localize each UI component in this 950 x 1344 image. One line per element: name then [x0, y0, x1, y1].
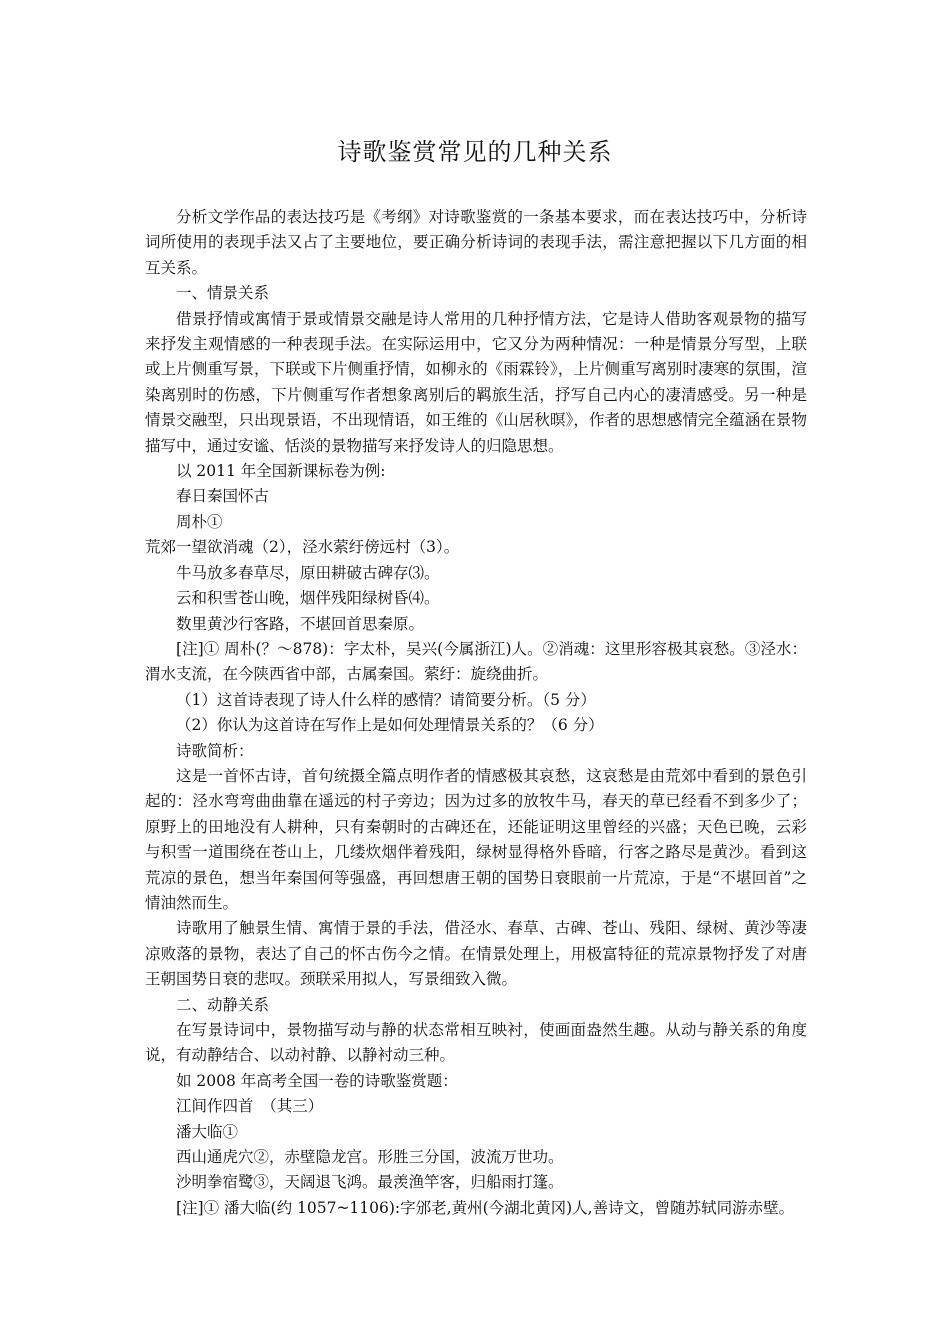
poem-author: 周朴① [176, 512, 223, 531]
body-paragraph: 借景抒情或寓情于景或情景交融是诗人常用的几种抒情方法，它是诗人借助客观景物的描写来抒发主观情感的一种表现手法。在实际运用中，它又分为两种情况：一种是情景分写型，上联或上片侧重写景，下联或下片侧重抒情，如柳永的《雨霖铃》，上片侧重写离别时凄寒的氛围，渲染离别时的伤感，下片侧重写作者想象离别后的羁旅生活，抒写自己内心的凄清感受。另一种是情景交融型，只出现景语，不出现情语，如王维的《山居秋暝》，作者的思想感情完全蕴涵在景物描写中，通过安谧、恬淡的景物描写来抒发诗人的归隐思想。 [145, 309, 807, 455]
example-intro: 以 2011 年全国新课标卷为例: [176, 462, 386, 481]
poem-line: 牛马放多春草尽，原田耕破古碑存⑶。 [176, 563, 440, 582]
section-heading-2: 二、动静关系 [176, 995, 270, 1014]
section-heading-1: 一、情景关系 [176, 284, 270, 303]
question-2: （2）你认为这首诗在写作上是如何处理情景关系的？（6 分） [176, 716, 604, 735]
poem-title: 春日秦国怀古 [176, 487, 270, 506]
example-intro: 如 2008 年高考全国一卷的诗歌鉴赏题： [176, 1071, 458, 1090]
poem-notes: [注]① 周朴(？～878)：字太朴，吴兴(今属浙江)人。②消魂：这里形容极其哀愁。③泾水：渭水支流，在今陕西省中部，古属秦国。萦纡：旋绕曲折。 [145, 639, 807, 684]
poem-author: 潘大临① [176, 1122, 239, 1141]
poem-line: 数里黄沙行客路，不堪回首思秦原。 [176, 614, 425, 633]
poem-line: 云和积雪苍山晚，烟伴残阳绿树昏⑷。 [176, 589, 440, 608]
analysis-paragraph: 诗歌用了触景生情、寓情于景的手法，借泾水、春草、古碑、苍山、残阳、绿树、黄沙等凄凉败落的景物，表达了自己的怀古伤今之情。在情景处理上，用极富特征的荒凉景物抒发了对唐王朝国势日衰的悲叹。颈联采用拟人，写景细致入微。 [145, 919, 807, 989]
analysis-heading: 诗歌简析： [176, 741, 254, 760]
poem-line: 西山通虎穴②，赤壁隐龙宫。形胜三分国，波流万世功。 [176, 1148, 564, 1167]
document-title: 诗歌鉴赏常见的几种关系 [337, 138, 613, 166]
poem-line: 荒郊一望欲消魂（2），泾水萦纡傍远村（3）。 [145, 538, 460, 557]
intro-paragraph: 分析文学作品的表达技巧是《考纲》对诗歌鉴赏的一条基本要求，而在表达技巧中，分析诗词所使用的表现手法又占了主要地位，要正确分析诗词的表现手法，需注意把握以下几方面的相互关系。 [145, 208, 807, 277]
question-1: （1）这首诗表现了诗人什么样的感情？请简要分析。（5 分） [176, 690, 596, 709]
body-paragraph: 在写景诗词中，景物描写动与静的状态常相互映衬，使画面盎然生趣。从动与静关系的角度说，有动静结合、以动衬静、以静衬动三种。 [145, 1021, 807, 1065]
poem-notes: [注]① 潘大临(约 1057~1106):字邠老,黄州(今湖北黄冈)人,善诗文，曾随苏轼同游赤壁。 [176, 1198, 795, 1217]
poem-line: 沙明拳宿鹭③，天阔退飞鸿。最羡渔竿客，归船雨打篷。 [176, 1173, 564, 1192]
analysis-paragraph: 这是一首怀古诗，首句统摄全篇点明作者的情感极其哀愁，这哀愁是由荒郊中看到的景色引起的：泾水弯弯曲曲靠在遥远的村子旁边；因为过多的放牧牛马，春天的草已经看不到多少了；原野上的田地没有人耕种，只有秦朝时的古碑还在，还能证明这里曾经的兴盛；天色已晚，云彩与积雪一道围绕在苍山上，几缕炊烟伴着残阳，绿树显得格外昏暗，行客之路尽是黄沙。看到这荒凉的景色，想当年秦国何等强盛，再回想唐王朝的国势日衰眼前一片荒凉，于是“不堪回首”之情油然而生。 [145, 766, 807, 912]
document-body [145, 205, 807, 1221]
poem-title: 江间作四首 （其三） [176, 1097, 324, 1116]
